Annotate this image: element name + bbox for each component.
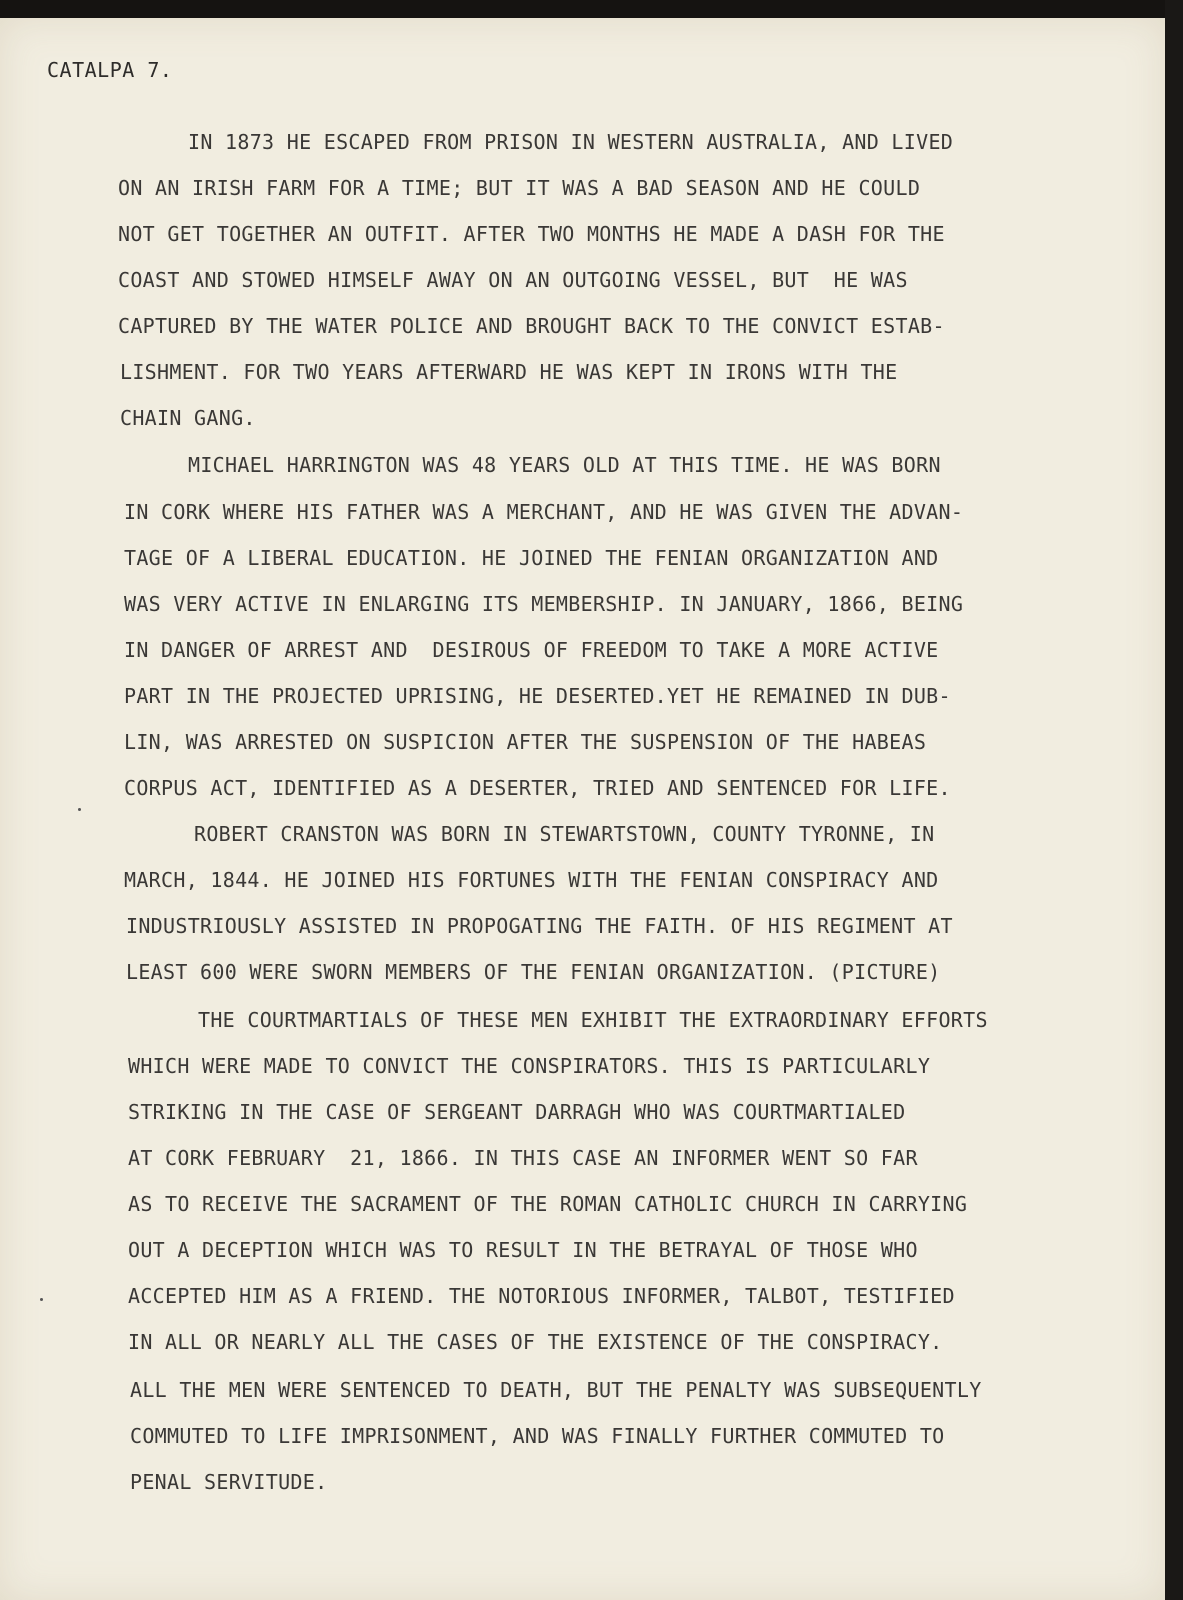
stray-mark bbox=[78, 808, 81, 811]
text-line: IN ALL OR NEARLY ALL THE CASES OF THE EXISTENCE OF THE CONSPIRACY. bbox=[128, 1330, 943, 1354]
text-line: INDUSTRIOUSLY ASSISTED IN PROPOGATING THE FAITH. OF HIS REGIMENT AT bbox=[126, 914, 953, 938]
text-line: STRIKING IN THE CASE OF SERGEANT DARRAGH WHO WAS COURTMARTIALED bbox=[128, 1100, 906, 1124]
text-line: OUT A DECEPTION WHICH WAS TO RESULT IN THE BETRAYAL OF THOSE WHO bbox=[128, 1238, 918, 1262]
page-header: CATALPA 7. bbox=[47, 58, 173, 82]
typewritten-page bbox=[0, 18, 1165, 1600]
text-line: CAPTURED BY THE WATER POLICE AND BROUGHT BACK TO THE CONVICT ESTAB- bbox=[118, 314, 945, 338]
text-line: ON AN IRISH FARM FOR A TIME; BUT IT WAS A BAD SEASON AND HE COULD bbox=[118, 176, 921, 200]
text-line: LIN, WAS ARRESTED ON SUSPICION AFTER THE SUSPENSION OF THE HABEAS bbox=[124, 730, 927, 754]
scan-right-border bbox=[1165, 0, 1183, 1600]
text-line: PENAL SERVITUDE. bbox=[130, 1470, 328, 1494]
text-line: IN 1873 HE ESCAPED FROM PRISON IN WESTERN AUSTRALIA, AND LIVED bbox=[188, 130, 954, 154]
text-line: IN DANGER OF ARREST AND DESIROUS OF FREEDOM TO TAKE A MORE ACTIVE bbox=[124, 638, 939, 662]
text-line: COMMUTED TO LIFE IMPRISONMENT, AND WAS FINALLY FURTHER COMMUTED TO bbox=[130, 1424, 945, 1448]
stray-mark bbox=[40, 1298, 43, 1301]
text-line: WAS VERY ACTIVE IN ENLARGING ITS MEMBERSHIP. IN JANUARY, 1866, BEING bbox=[124, 592, 964, 616]
text-line: ALL THE MEN WERE SENTENCED TO DEATH, BUT THE PENALTY WAS SUBSEQUENTLY bbox=[130, 1378, 982, 1402]
text-line: PART IN THE PROJECTED UPRISING, HE DESERTED.YET HE REMAINED IN DUB- bbox=[124, 684, 951, 708]
text-line: LEAST 600 WERE SWORN MEMBERS OF THE FENIAN ORGANIZATION. (PICTURE) bbox=[126, 960, 941, 984]
text-line: CHAIN GANG. bbox=[120, 406, 256, 430]
text-line: MICHAEL HARRINGTON WAS 48 YEARS OLD AT THIS TIME. HE WAS BORN bbox=[188, 453, 941, 477]
text-line: TAGE OF A LIBERAL EDUCATION. HE JOINED THE FENIAN ORGANIZATION AND bbox=[124, 546, 939, 570]
text-line: AT CORK FEBRUARY 21, 1866. IN THIS CASE AN INFORMER WENT SO FAR bbox=[128, 1146, 918, 1170]
text-line: CORPUS ACT, IDENTIFIED AS A DESERTER, TRIED AND SENTENCED FOR LIFE. bbox=[124, 776, 951, 800]
text-line: THE COURTMARTIALS OF THESE MEN EXHIBIT THE EXTRAORDINARY EFFORTS bbox=[198, 1008, 988, 1032]
text-line: ACCEPTED HIM AS A FRIEND. THE NOTORIOUS INFORMER, TALBOT, TESTIFIED bbox=[128, 1284, 955, 1308]
text-line: NOT GET TOGETHER AN OUTFIT. AFTER TWO MONTHS HE MADE A DASH FOR THE bbox=[118, 222, 945, 246]
text-line: COAST AND STOWED HIMSELF AWAY ON AN OUTGOING VESSEL, BUT HE WAS bbox=[118, 268, 908, 292]
text-line: LISHMENT. FOR TWO YEARS AFTERWARD HE WAS KEPT IN IRONS WITH THE bbox=[120, 360, 898, 384]
text-line: IN CORK WHERE HIS FATHER WAS A MERCHANT, AND HE WAS GIVEN THE ADVAN- bbox=[124, 500, 964, 524]
text-line: ROBERT CRANSTON WAS BORN IN STEWARTSTOWN, COUNTY TYRONNE, IN bbox=[194, 822, 935, 846]
text-line: AS TO RECEIVE THE SACRAMENT OF THE ROMAN CATHOLIC CHURCH IN CARRYING bbox=[128, 1192, 968, 1216]
text-line: WHICH WERE MADE TO CONVICT THE CONSPIRATORS. THIS IS PARTICULARLY bbox=[128, 1054, 931, 1078]
text-line: MARCH, 1844. HE JOINED HIS FORTUNES WITH THE FENIAN CONSPIRACY AND bbox=[124, 868, 939, 892]
